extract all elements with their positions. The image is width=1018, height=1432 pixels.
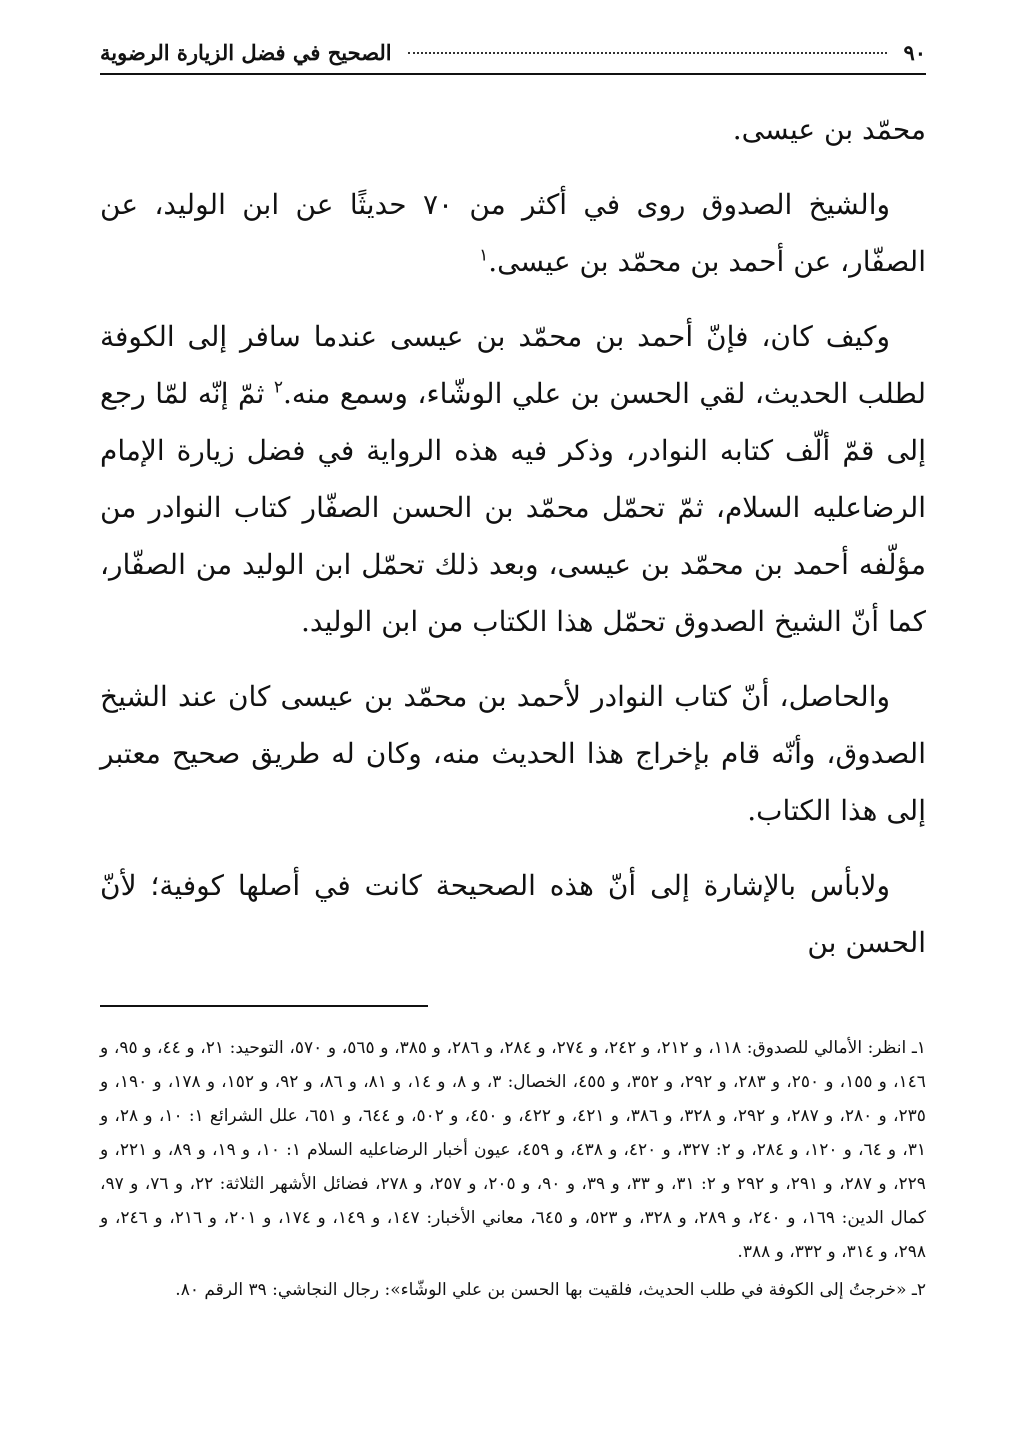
- footnote-2: ٢ـ «خرجتُ إلى الكوفة في طلب الحديث، فلقيت بها الحسن بن علي الوشّاء»: رجال النجاشي: ٣٩ الرقم ٨٠.: [175, 1280, 926, 1300]
- running-title: الصحيح في فضل الزيارة الرضوية: [100, 40, 392, 65]
- paragraph-0: محمّد بن عيسى.: [732, 113, 926, 146]
- paragraph-2-text-a: وكيف كان، فإنّ أحمد بن محمّد بن عيسى عندما سافر إلى الكوفة لطلب الحديث، لقي الحسن بن علي الوشّاء، وسمع منه.: [100, 320, 926, 410]
- footnote-ref-2[interactable]: ٢: [273, 377, 284, 398]
- paragraph-3: والحاصل، أنّ كتاب النوادر لأحمد بن محمّد بن عيسى كان عند الشيخ الصدوق، وأنّه قام بإخراج هذا الحديث منه، وكان له طريق صحيح معتبر إلى هذا الكتاب.: [100, 680, 926, 827]
- running-header: [100, 40, 926, 75]
- paragraph-2-text-b: ثمّ إنّه لمّا رجع إلى قمّ ألّف كتابه النوادر، وذكر فيه هذه الرواية في فضل زيارة الإمام الرضاعليه السلام، ثمّ تحمّل محمّد بن الحسن الصفّار كتاب النوادر من مؤلّفه أحمد بن محمّد بن عيسى، وبعد ذلك تحمّل ابن الوليد من الصفّار، كما أنّ الشيخ الصدوق تحمّل هذا الكتاب من ابن الوليد.: [100, 377, 926, 638]
- footnotes: [100, 1031, 926, 1307]
- paragraph-2: [100, 308, 926, 650]
- header-dot-leader: [408, 52, 888, 54]
- main-text: [100, 101, 926, 971]
- paragraph-1-text: والشيخ الصدوق روى في أكثر من ٧٠ حديثًا عن ابن الوليد، عن الصفّار، عن أحمد بن محمّد بن عيسى.: [100, 188, 926, 278]
- footnote-1: ١ـ انظر: الأمالي للصدوق: ١١٨، و ٢١٢، و ٢٤٢، و ٢٧٤، و ٢٨٤، و ٢٨٦، و ٣٨٥، و ٥٦٥، و ٥٧٠، التوحيد: ٢١، و ٤٤، و ٩٥، و ١٤٦، و ١٥٥، و ٢٥٠، و ٢٨٣، و ٢٩٢، و ٣٥٢، و ٤٥٥، الخصال: ٣، و ٨، و ١٤، و ٨١، و ٨٦، و ٩٢، و ١٥٢، و ١٧٨، و ١٩٠، و ٢٣٥، و ٢٨٠، و ٢٨٧، و ٢٩٢، و ٣٢٨، و ٣٨٦، و ٤٢١، و ٤٢٢، و ٤٥٠، و ٥٠٢، و ٦٤٤، و ٦٥١، علل الشرائع ١: ١٠، و ٢٨، و ٣١، و ٦٤، و ١٢٠، و ٢٨٤، و ٢: ٣٢٧، و ٤٢٠، و ٤٣٨، و ٤٥٩، عيون أخبار الرضاعليه السلام ١: ١٠، و ١٩، و ٨٩، و ٢٢١، و ٢٢٩، و ٢٨٧، و ٢٩١، و ٢٩٢ و ٢: ٣١، و ٣٣، و ٣٩، و ٩٠، و ٢٠٥، و ٢٥٧، و ٢٧٨، فضائل الأشهر الثلاثة: ٢٢، و ٧٦، و ٩٧، كمال الدين: ١٦٩، و ٢٤٠، و ٢٨٩، و ٣٢٨، و ٥٢٣، و ٦٤٥، معاني الأخبار: ١٤٧، و ١٤٩، و ١٧٤، و ٢٠١، و ٢١٦، و ٢٤٦، و ٢٩٨، و ٣١٤، و ٣٣٢، و ٣٨٨.: [100, 1038, 927, 1262]
- paragraph-4: ولابأس بالإشارة إلى أنّ هذه الصحيحة كانت في أصلها كوفية؛ لأنّ الحسن بن: [100, 869, 926, 959]
- paragraph-1: [100, 176, 926, 290]
- page-number: ٩٠: [903, 40, 926, 65]
- footnote-ref-1[interactable]: ١: [479, 245, 489, 266]
- footnote-separator: [100, 1005, 428, 1007]
